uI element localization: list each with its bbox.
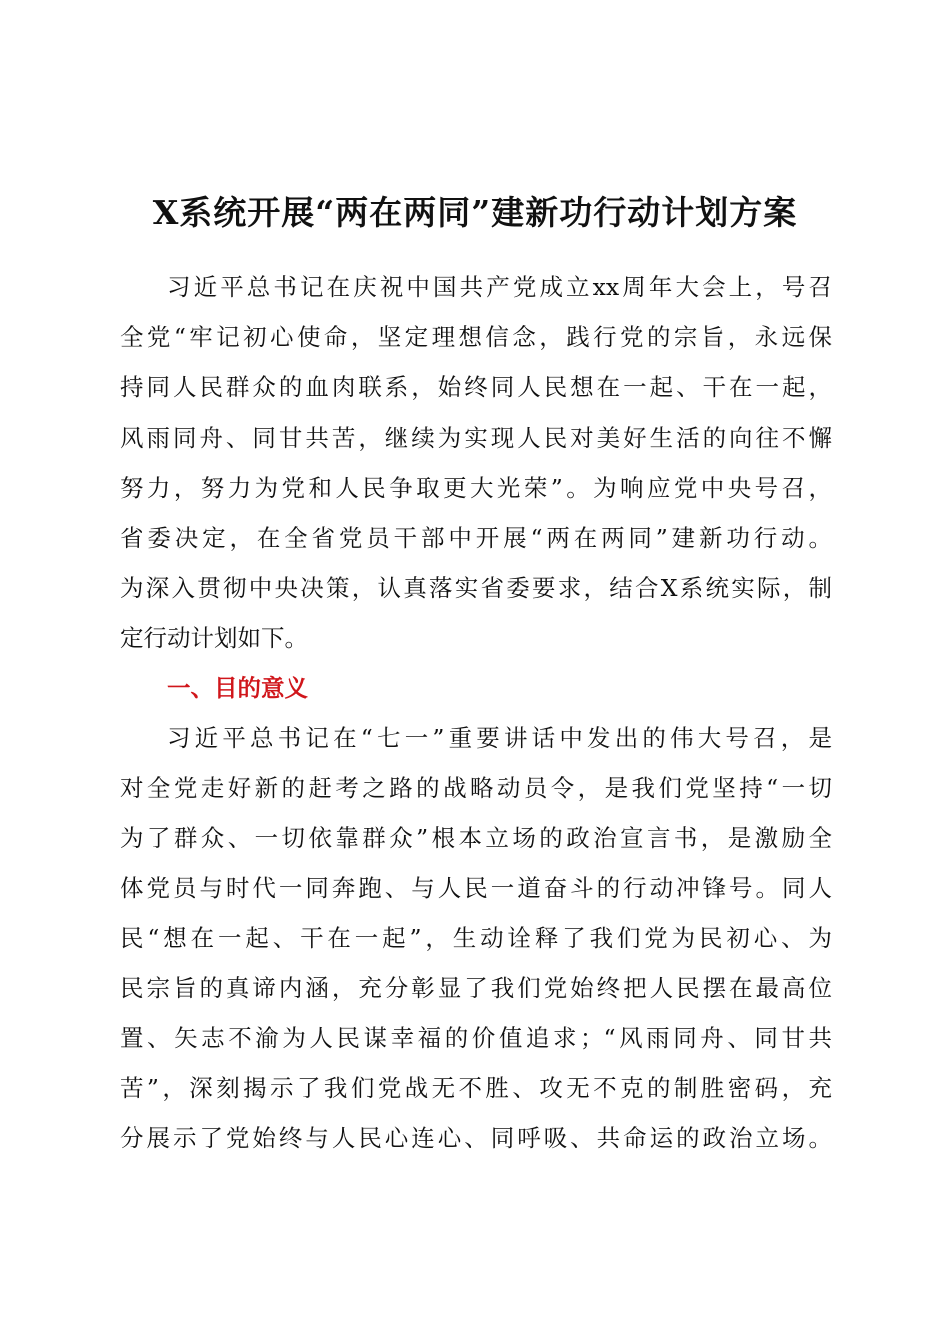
paragraph-line: 习近平总书记在庆祝中国共产党成立xx周年大会上，号召: [167, 273, 832, 301]
paragraph-line: 置、矢志不渝为人民谋幸福的价值追求；“风雨同舟、同甘共: [120, 1024, 832, 1052]
paragraph-line: 持同人民群众的血肉联系，始终同人民想在一起、干在一起，: [120, 373, 832, 401]
section-heading: 一、目的意义: [167, 674, 308, 702]
paragraph-line: 为了群众、一切依靠群众”根本立场的政治宣言书，是激励全: [120, 824, 832, 852]
paragraph-line: 苦”，深刻揭示了我们党战无不胜、攻无不克的制胜密码，充: [120, 1074, 832, 1102]
paragraph-line: 风雨同舟、同甘共苦，继续为实现人民对美好生活的向往不懈: [120, 424, 832, 452]
paragraph-line: 民宗旨的真谛内涵，充分彰显了我们党始终把人民摆在最高位: [120, 974, 832, 1002]
paragraph-line: 省委决定，在全省党员干部中开展“两在两同”建新功行动。: [120, 524, 832, 552]
paragraph-line: 民“想在一起、干在一起”，生动诠释了我们党为民初心、为: [120, 924, 832, 952]
paragraph-line: 定行动计划如下。: [120, 624, 308, 652]
paragraph-line: 全党“牢记初心使命，坚定理想信念，践行党的宗旨，永远保: [120, 323, 832, 351]
paragraph-line: 努力，努力为党和人民争取更大光荣”。为响应党中央号召，: [120, 474, 832, 502]
paragraph-line: 对全党走好新的赶考之路的战略动员令，是我们党坚持“一切: [120, 774, 832, 802]
document-title: X系统开展“两在两同”建新功行动计划方案: [152, 193, 798, 232]
paragraph-line: 习近平总书记在“七一”重要讲话中发出的伟大号召，是: [167, 724, 832, 752]
paragraph-line: 为深入贯彻中央决策，认真落实省委要求，结合X系统实际，制: [120, 574, 832, 602]
paragraph-line: 体党员与时代一同奔跑、与人民一道奋斗的行动冲锋号。同人: [120, 874, 832, 902]
paragraph-line: 分展示了党始终与人民心连心、同呼吸、共命运的政治立场。: [120, 1124, 832, 1152]
